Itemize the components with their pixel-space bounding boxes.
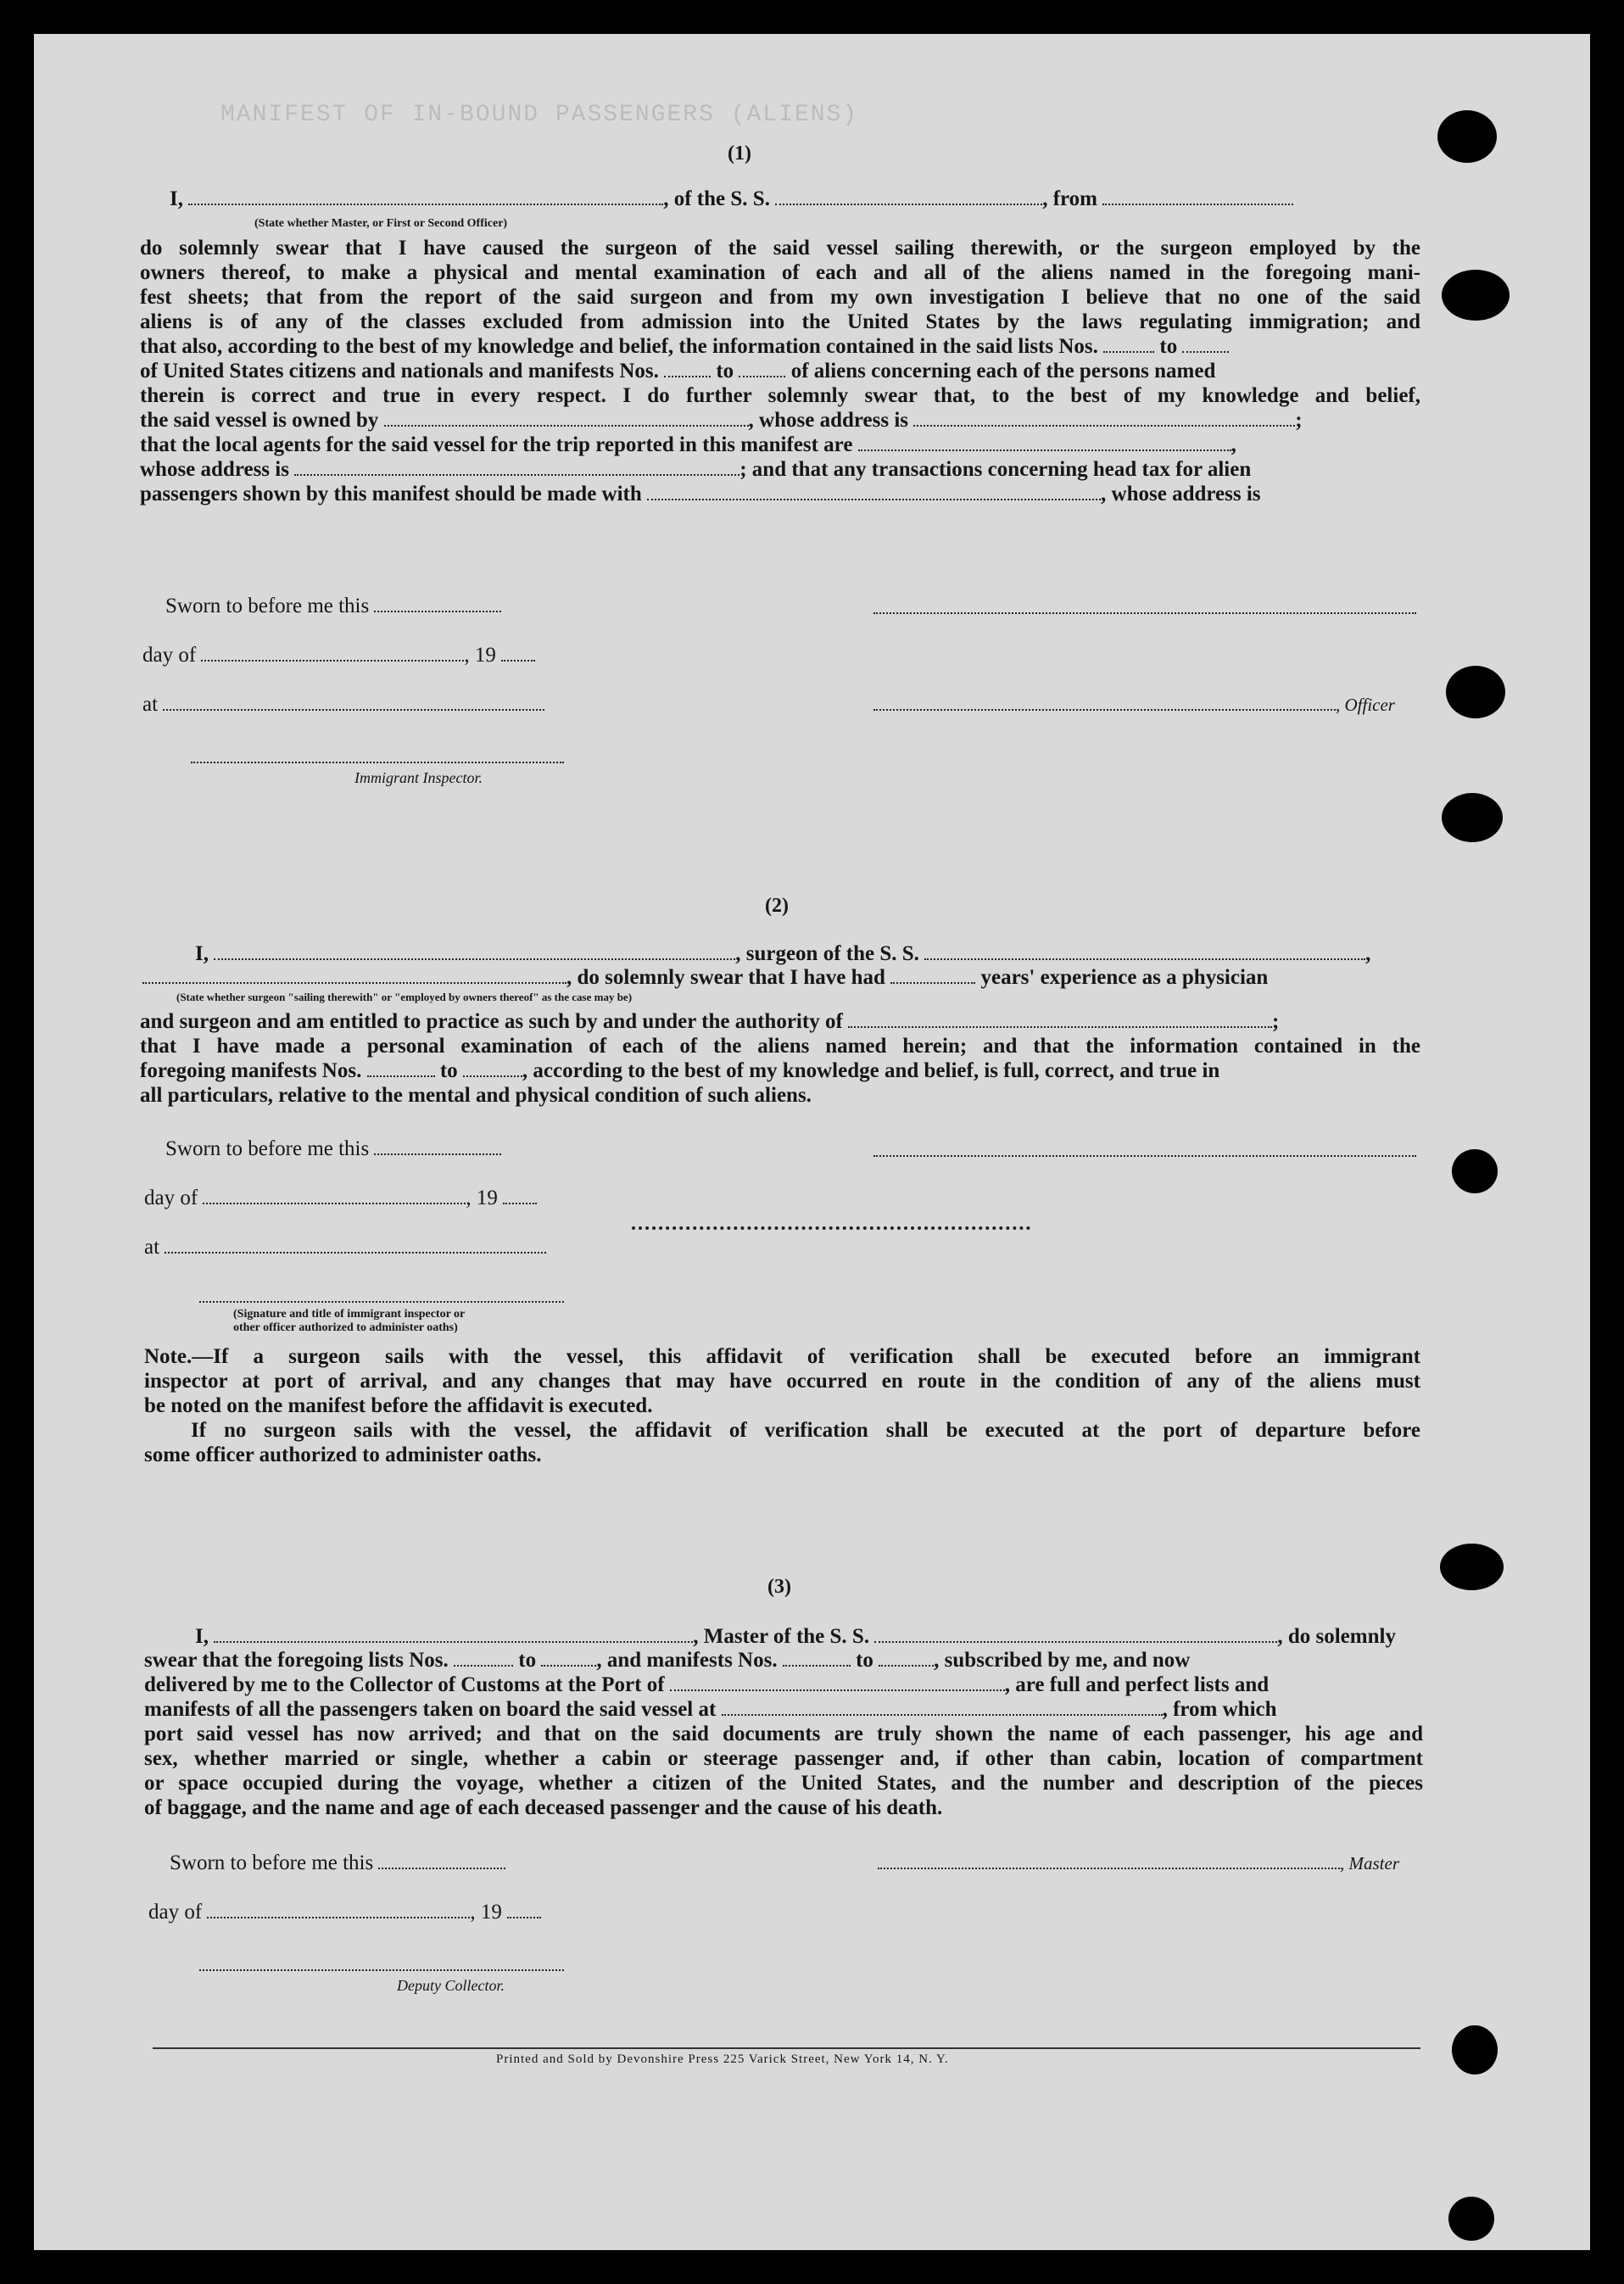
sec2-manifests-to-field[interactable] <box>463 1058 522 1077</box>
physician-label: years' experience as a physician <box>980 966 1269 989</box>
surgeon-signature-line[interactable] <box>873 1155 1416 1157</box>
master-label: , Master <box>1340 1853 1399 1874</box>
sec3-lists-to-field[interactable] <box>541 1648 596 1667</box>
sworn-year-field[interactable] <box>501 643 535 662</box>
lists-from-field[interactable] <box>1103 334 1154 353</box>
punch-hole-2 <box>1442 270 1510 321</box>
bleed-through-header: MANIFEST OF IN-BOUND PASSENGERS (ALIENS) <box>220 102 859 128</box>
section-2-body-line-2: that I have made a personal examination of each of the aliens named herein; and that the information contained in the <box>140 1035 1420 1058</box>
sworn-day-field[interactable] <box>374 594 501 612</box>
vessel-name-field[interactable] <box>775 187 1042 205</box>
section-2-line-2 <box>142 965 1268 991</box>
at-label: at <box>144 1236 160 1259</box>
manifests-nos-label: , and manifests Nos. <box>596 1649 778 1672</box>
section-1-body-line-4: aliens is of any of the classes excluded from admission into the United States by the laws regulating immigration; and <box>140 310 1420 333</box>
to-label: to <box>856 1649 873 1672</box>
surgeon-status-note: (State whether surgeon "sailing therewith" or "employed by owners thereof" as the case may be) <box>176 991 633 1003</box>
section-1-sworn-row <box>165 594 501 619</box>
taken-on-board-label: manifests of all the passengers taken on board the said vessel at <box>144 1698 717 1721</box>
section-3-body-line-6: or space occupied during the voyage, whether a citizen of the United States, and the number and description of the pieces <box>144 1772 1423 1795</box>
section-2-line-1 <box>195 941 1370 967</box>
port-field[interactable] <box>670 1673 1005 1691</box>
surgeon-stamp-dotted-line <box>632 1226 1030 1230</box>
semicolon: ; <box>1272 1010 1280 1033</box>
section-3-body-line-7: of baggage, and the name and age of each deceased passenger and the cause of his death. <box>144 1796 943 1819</box>
section-3-body-line-1 <box>144 1648 1423 1673</box>
sec2-sworn-day-field[interactable] <box>374 1136 501 1155</box>
manifests-to-label: to <box>716 360 734 383</box>
officer-signature-row <box>873 692 1395 718</box>
officer-rank-note: (State whether Master, or First or Second Officer) <box>254 217 508 230</box>
section-2-body-line-4: all particulars, relative to the mental and physical condition of such aliens. <box>140 1084 812 1107</box>
section-1-body-line-3: fest sheets; that from the report of the said surgeon and from my own investigation I believe that no one of the said <box>140 286 1420 309</box>
from-port-field[interactable] <box>1102 187 1293 205</box>
sworn-label: Sworn to before me this <box>170 1851 374 1874</box>
sec3-lists-from-field[interactable] <box>454 1648 513 1667</box>
sec2-sworn-year-field[interactable] <box>503 1186 537 1204</box>
authority-field[interactable] <box>848 1009 1272 1028</box>
section-3-body-line-2 <box>144 1673 1423 1697</box>
section-2-at-row <box>144 1235 546 1260</box>
sec2-sworn-month-field[interactable] <box>203 1186 466 1204</box>
manifests-to-field[interactable] <box>739 359 785 377</box>
section-1-i: I, <box>170 187 183 210</box>
agent-address-label: whose address is <box>140 458 289 481</box>
from-which-label: , from which <box>1162 1698 1277 1721</box>
lists-to-field[interactable] <box>1182 334 1229 353</box>
comma: , <box>1231 433 1236 456</box>
sec3-sworn-year-field[interactable] <box>507 1900 541 1918</box>
section-2-body <box>140 1009 1420 1108</box>
officer-signature-field[interactable] <box>873 692 1336 711</box>
of-the-ss-label: , of the S. S. <box>663 187 770 210</box>
section-2-body-line-1 <box>140 1009 1420 1034</box>
printer-footer: Printed and Sold by Devonshire Press 225 Varick Street, New York 14, N. Y. <box>496 2052 949 2066</box>
at-label: at <box>142 693 159 716</box>
section-1-at-row <box>142 692 544 718</box>
section-1-body-line-1: do solemnly swear that I have caused the surgeon of the said vessel sailing therewith, or the surgeon employed by the <box>140 237 1420 260</box>
section-1-body-line-2: owners thereof, to make a physical and mental examination of each and all of the aliens named in the foregoing mani- <box>140 261 1420 284</box>
manifests-nos-label: of United States citizens and nationals and manifests Nos. <box>140 360 659 383</box>
section-1-body <box>140 236 1420 506</box>
collector-port-label: delivered by me to the Collector of Customs at the Port of <box>144 1673 665 1696</box>
section-2-dayof-row <box>144 1186 537 1211</box>
sec3-sworn-day-field[interactable] <box>378 1851 505 1869</box>
collector-signature-line[interactable] <box>199 1969 564 1971</box>
year-prefix: , 19 <box>464 644 496 667</box>
head-tax-party-field[interactable] <box>647 482 1101 500</box>
section-3-number: (3) <box>767 1576 791 1598</box>
do-solemnly-label: , do solemnly <box>1277 1625 1396 1648</box>
section-1-body-line-9 <box>140 433 1420 457</box>
comma: , <box>1365 942 1371 965</box>
manifests-nos-label: foregoing manifests Nos. <box>140 1059 362 1082</box>
authority-label: and surgeon and am entitled to practice as such by and under the authority of <box>140 1010 843 1033</box>
section-3-body-line-4: port said vessel has now arrived; and that on the said documents are truly shown the name of each passenger, his age and <box>144 1723 1423 1745</box>
note-line-1: Note.—If a surgeon sails with the vessel, this affidavit of verification shall be executed before an immigrant <box>144 1345 1420 1368</box>
lists-nos-label: that also, according to the best of my knowledge and belief, the information contained in the said lists Nos. <box>140 335 1098 358</box>
year-prefix: , 19 <box>466 1187 498 1209</box>
officer-label: , Officer <box>1336 695 1395 715</box>
surgeon-name-field[interactable] <box>214 941 735 960</box>
lists-nos-label: swear that the foregoing lists Nos. <box>144 1649 449 1672</box>
sec2-manifests-from-field[interactable] <box>367 1058 435 1077</box>
immigrant-inspector-label: Immigrant Inspector. <box>354 769 483 786</box>
year-prefix: , 19 <box>470 1901 502 1924</box>
section-3-line-1 <box>195 1624 1423 1650</box>
section-3-body-line-3 <box>144 1697 1423 1722</box>
master-signature-row <box>878 1851 1399 1876</box>
punch-hole-6 <box>1440 1544 1504 1590</box>
note-line-2: inspector at port of arrival, and any changes that may have occurred en route in the condition of any of the aliens must <box>144 1370 1420 1393</box>
note-line-3: be noted on the manifest before the affidavit is executed. <box>144 1394 653 1417</box>
punch-hole-7 <box>1452 2025 1498 2075</box>
subscribed-label: , subscribed by me, and now <box>934 1649 1191 1672</box>
lists-to-label: to <box>1159 335 1178 358</box>
section-1-body-line-7: therein is correct and true in every respect. I do further solemnly swear that, to the best of my knowledge and belief, <box>140 384 1420 407</box>
aliens-concerning-label: of aliens concerning each of the persons named <box>790 360 1216 383</box>
owned-by-label: the said vessel is owned by <box>140 409 379 432</box>
deputy-collector-label: Deputy Collector. <box>397 1977 505 1994</box>
signature-title-note-2: other officer authorized to administer oaths) <box>233 1321 458 1334</box>
master-vessel-field[interactable] <box>874 1624 1277 1643</box>
surgeon-status-field[interactable] <box>142 965 566 984</box>
section-3-body <box>144 1648 1423 1820</box>
to-label: to <box>518 1649 537 1672</box>
sworn-place-field[interactable] <box>163 692 544 711</box>
section-1-body-line-11 <box>140 482 1420 506</box>
section-1-line-1 <box>170 187 1416 212</box>
sec2-sworn-place-field[interactable] <box>165 1235 546 1254</box>
section-2-i: I, <box>195 942 209 965</box>
section-2-sworn-row <box>165 1136 501 1162</box>
section-3-dayof-row <box>148 1900 541 1925</box>
section-1-body-line-8 <box>140 408 1420 433</box>
local-agents-field[interactable] <box>858 433 1231 451</box>
note-line-5: some officer authorized to administer oaths. <box>144 1444 542 1466</box>
section-1-body-line-10 <box>140 457 1420 482</box>
punch-hole-5 <box>1452 1149 1498 1193</box>
sec3-sworn-month-field[interactable] <box>207 1900 470 1918</box>
sec3-manifests-to-field[interactable] <box>879 1648 934 1667</box>
to-label: to <box>439 1059 458 1082</box>
owner-address-field[interactable] <box>913 408 1295 427</box>
dayof-label: day of <box>148 1901 203 1924</box>
years-experience-field[interactable] <box>890 965 975 984</box>
sworn-label: Sworn to before me this <box>165 1137 370 1160</box>
section-2-body-line-3 <box>140 1058 1420 1083</box>
inspector-signature-line[interactable] <box>191 762 564 763</box>
section-3-body-line-5: sex, whether married or single, whether a cabin or steerage passenger and, if other than cabin, location of compartment <box>144 1747 1423 1770</box>
master-name-field[interactable] <box>214 1624 693 1643</box>
dayof-label: day of <box>142 644 197 667</box>
section-2-number: (2) <box>765 895 789 917</box>
owner-field[interactable] <box>384 408 749 427</box>
section-2-note <box>144 1344 1420 1467</box>
local-agents-label: that the local agents for the said vessel for the trip reported in this manifest are <box>140 433 853 456</box>
section-1-dayof-row <box>142 643 535 668</box>
sworn-month-field[interactable] <box>201 643 464 662</box>
section-1-body-line-5 <box>140 334 1420 359</box>
agent-address-field[interactable] <box>294 457 739 476</box>
solemnly-swear-label: , do solemnly swear that I have had <box>566 966 885 989</box>
master-of-ss-label: , Master of the S. S. <box>693 1625 870 1648</box>
full-lists-label: , are full and perfect lists and <box>1004 1673 1270 1696</box>
section-3-sworn-row <box>170 1851 505 1876</box>
owner-address-label: , whose address is <box>748 409 909 432</box>
signature-title-note-1: (Signature and title of immigrant inspector or <box>233 1308 466 1321</box>
according-label: , according to the best of my knowledge and belief, is full, correct, and true in <box>522 1059 1220 1082</box>
semicolon: ; <box>1295 409 1303 432</box>
manifests-from-field[interactable] <box>664 359 711 377</box>
section-3-i: I, <box>195 1625 209 1648</box>
punch-hole-4 <box>1442 793 1503 842</box>
punch-hole-1 <box>1437 110 1497 163</box>
sworn-label: Sworn to before me this <box>165 595 370 617</box>
footer-rule <box>153 2047 1420 2049</box>
manifest-form-page <box>34 34 1590 2250</box>
master-signature-field[interactable] <box>878 1851 1340 1869</box>
section-1-number: (1) <box>728 142 751 165</box>
section-1-body-line-6 <box>140 359 1420 383</box>
embark-port-field[interactable] <box>722 1697 1163 1716</box>
sec3-manifests-from-field[interactable] <box>783 1648 851 1667</box>
surgeon-of-ss-label: , surgeon of the S. S. <box>735 942 919 965</box>
made-with-label: passengers shown by this manifest should be made with <box>140 483 642 505</box>
dayof-label: day of <box>144 1187 198 1209</box>
surgeon-vessel-field[interactable] <box>924 941 1365 960</box>
head-tax-address-label: , whose address is <box>1101 483 1261 505</box>
officer-name-field[interactable] <box>188 187 663 205</box>
head-tax-label: ; and that any transactions concerning head tax for alien <box>739 458 1252 481</box>
from-label: , from <box>1042 187 1097 210</box>
sec2-officer-signature-line[interactable] <box>199 1301 564 1303</box>
section-1-signature-line[interactable] <box>873 612 1416 614</box>
punch-hole-3 <box>1446 666 1505 718</box>
punch-hole-8 <box>1448 2197 1494 2241</box>
note-line-4: If no surgeon sails with the vessel, the affidavit of verification shall be executed at the port of departure before <box>191 1419 1420 1442</box>
